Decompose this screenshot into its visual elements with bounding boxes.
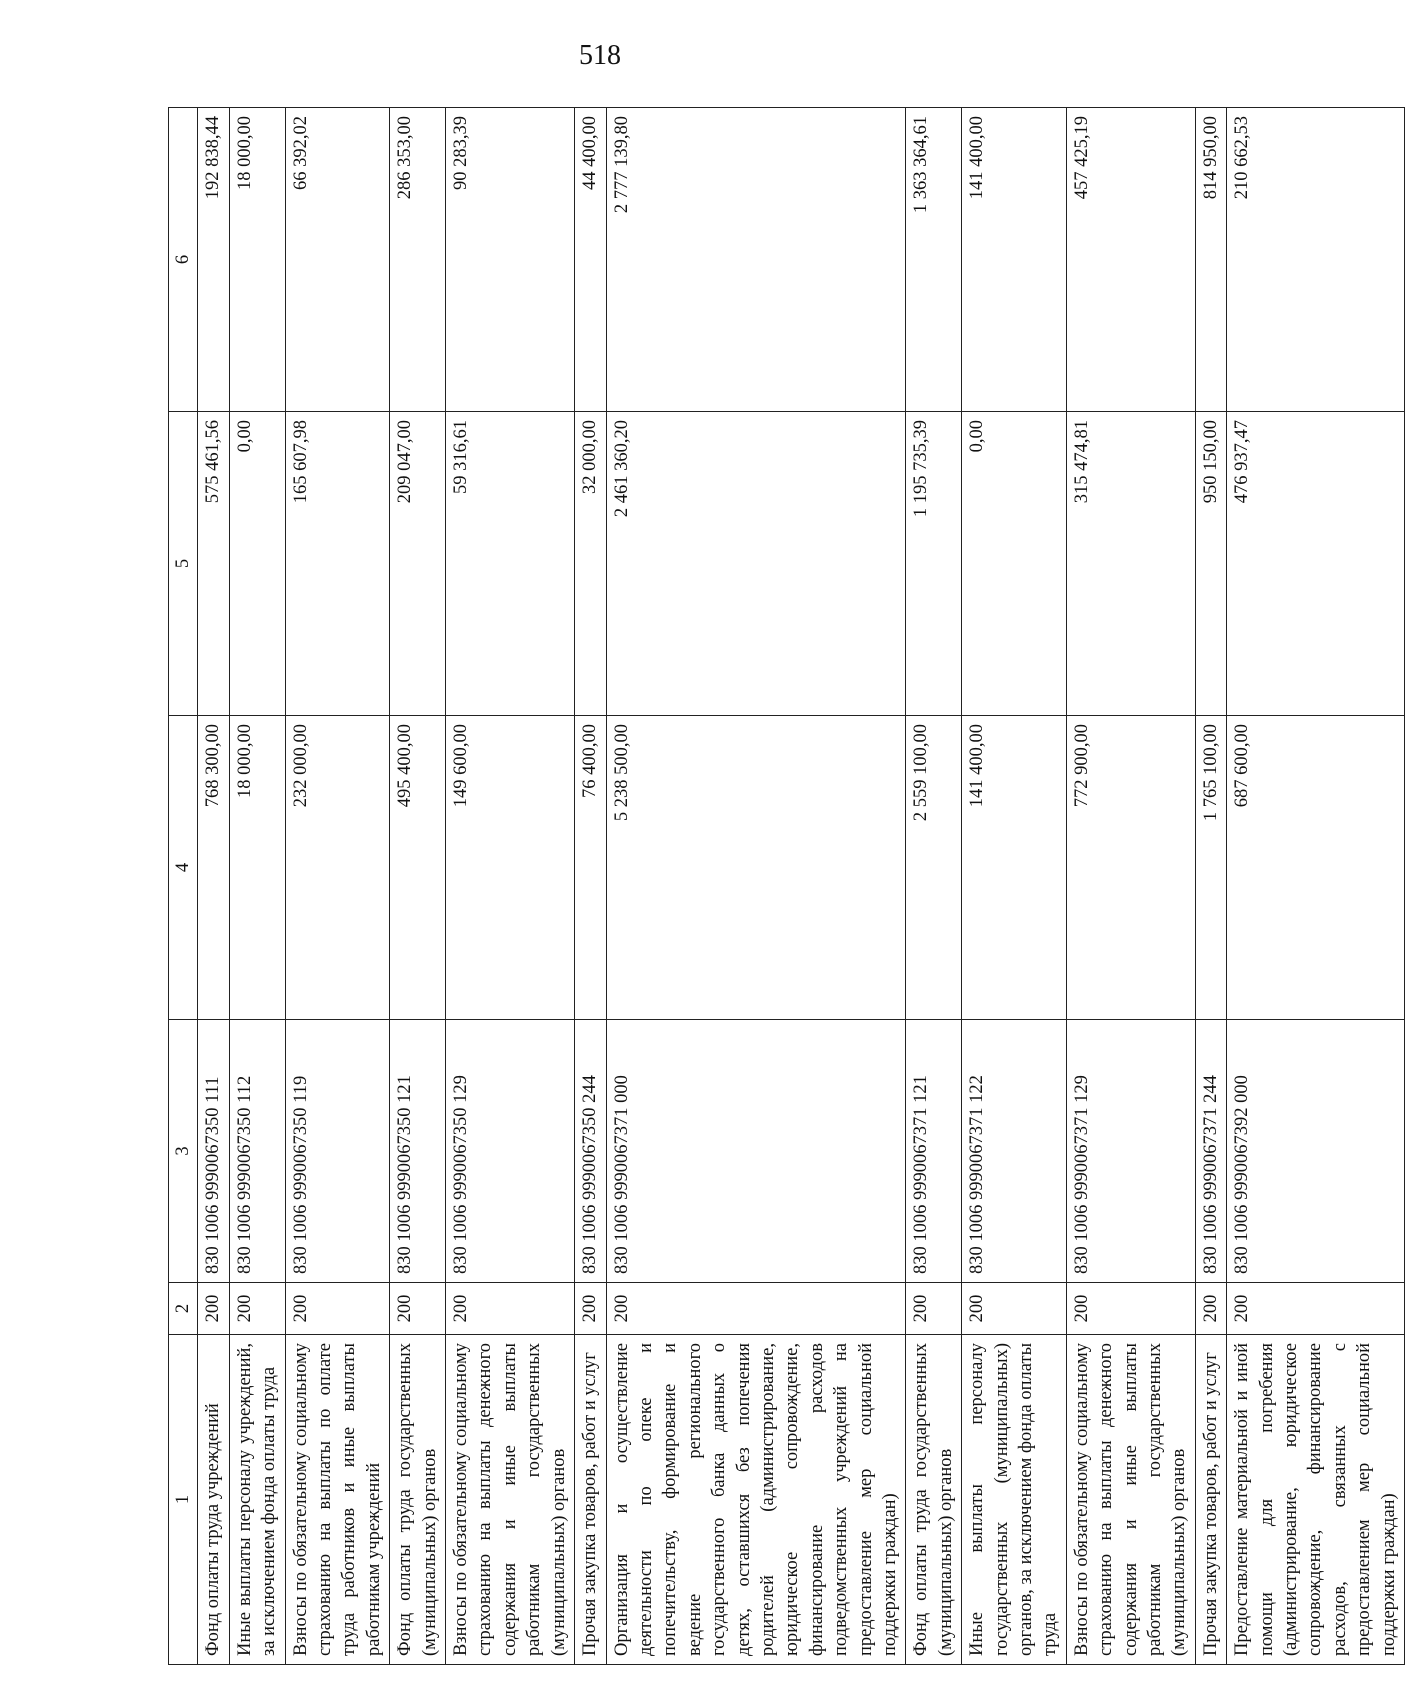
table-row: [390, 108, 446, 1665]
row-code: 830 1006 9990067371 129: [1066, 1020, 1195, 1283]
row-approved: 687 600,00: [1227, 716, 1405, 1020]
row-name: Организация и осуществление деятельности по опеке и попечительству, формирование и ведение регионального государственного банка данных о детях, оставшихся без попечения родителей (администрирование, юридическое сопровождение, финансирование расходов подведомственных учреждений на предоставление мер социальной поддержки граждан): [606, 1335, 906, 1665]
row-approved: 768 300,00: [198, 716, 229, 1020]
row-unexecuted: 457 425,19: [1066, 108, 1195, 412]
row-name: Иные выплаты персоналу учреждений, за исключением фонда оплаты труда: [229, 1335, 285, 1665]
row-code: 830 1006 9990067350 121: [390, 1020, 446, 1283]
row-unexecuted: 192 838,44: [198, 108, 229, 412]
row-indicator: 200: [198, 1283, 229, 1335]
row-unexecuted: 90 283,39: [446, 108, 575, 412]
header-col-2: 2: [169, 1283, 198, 1335]
row-name: Прочая закупка товаров, работ и услуг: [1195, 1335, 1226, 1665]
row-executed: 0,00: [229, 412, 285, 716]
table-row: [1066, 108, 1195, 1665]
row-name: Предоставление материальной и иной помощи для погребения (администрирование, юридическое сопровождение, финансирование расходов, связанных с предоставлением мер социальной поддержки граждан): [1227, 1335, 1405, 1665]
row-name: Фонд оплаты труда государственных (муниципальных) органов: [390, 1335, 446, 1665]
table-row: [906, 108, 962, 1665]
page-number: 518: [579, 40, 621, 71]
row-executed: 315 474,81: [1066, 412, 1195, 716]
row-unexecuted: 18 000,00: [229, 108, 285, 412]
row-approved: 2 559 100,00: [906, 716, 962, 1020]
row-indicator: 200: [446, 1283, 575, 1335]
row-unexecuted: 141 400,00: [962, 108, 1067, 412]
row-name: Прочая закупка товаров, работ и услуг: [575, 1335, 606, 1665]
row-approved: 5 238 500,00: [606, 716, 906, 1020]
row-indicator: 200: [575, 1283, 606, 1335]
table-row: [962, 108, 1067, 1665]
row-code: 830 1006 9990067350 129: [446, 1020, 575, 1283]
row-approved: 1 765 100,00: [1195, 716, 1226, 1020]
row-unexecuted: 814 950,00: [1195, 108, 1226, 412]
row-name: Фонд оплаты труда учреждений: [198, 1335, 229, 1665]
table-row: [198, 108, 229, 1665]
row-indicator: 200: [1195, 1283, 1226, 1335]
rotated-table-area: [168, 108, 1399, 1665]
row-executed: 476 937,47: [1227, 412, 1405, 716]
row-executed: 1 195 735,39: [906, 412, 962, 716]
table-row: [575, 108, 606, 1665]
table-row: [229, 108, 285, 1665]
row-executed: 165 607,98: [285, 412, 390, 716]
row-indicator: 200: [906, 1283, 962, 1335]
row-code: 830 1006 9990067371 121: [906, 1020, 962, 1283]
row-approved: 76 400,00: [575, 716, 606, 1020]
budget-table: [168, 107, 1405, 1665]
row-name: Взносы по обязательному социальному страхованию на выплаты по оплате труда работников и иные выплаты работникам учреждений: [285, 1335, 390, 1665]
row-indicator: 200: [1227, 1283, 1405, 1335]
row-executed: 209 047,00: [390, 412, 446, 716]
rotated-table-container: [168, 108, 1399, 1665]
header-col-5: 5: [169, 412, 198, 716]
header-col-1: 1: [169, 1335, 198, 1665]
row-name: Взносы по обязательному социальному страхованию на выплаты денежного содержания и иные выплаты работникам государственных (муниципальных) органов: [446, 1335, 575, 1665]
row-unexecuted: 66 392,02: [285, 108, 390, 412]
row-name: Фонд оплаты труда государственных (муниципальных) органов: [906, 1335, 962, 1665]
row-executed: 950 150,00: [1195, 412, 1226, 716]
row-approved: 495 400,00: [390, 716, 446, 1020]
table-row: [606, 108, 906, 1665]
row-executed: 2 461 360,20: [606, 412, 906, 716]
row-code: 830 1006 9990067350 119: [285, 1020, 390, 1283]
row-indicator: 200: [229, 1283, 285, 1335]
row-approved: 772 900,00: [1066, 716, 1195, 1020]
row-indicator: 200: [390, 1283, 446, 1335]
row-approved: 18 000,00: [229, 716, 285, 1020]
header-row: [169, 108, 198, 1665]
row-executed: 59 316,61: [446, 412, 575, 716]
row-unexecuted: 286 353,00: [390, 108, 446, 412]
row-code: 830 1006 9990067350 112: [229, 1020, 285, 1283]
header-col-3: 3: [169, 1020, 198, 1283]
row-unexecuted: 210 662,53: [1227, 108, 1405, 412]
row-code: 830 1006 9990067371 244: [1195, 1020, 1226, 1283]
row-indicator: 200: [1066, 1283, 1195, 1335]
row-unexecuted: 44 400,00: [575, 108, 606, 412]
row-code: 830 1006 9990067350 111: [198, 1020, 229, 1283]
row-indicator: 200: [285, 1283, 390, 1335]
row-unexecuted: 1 363 364,61: [906, 108, 962, 412]
row-approved: 232 000,00: [285, 716, 390, 1020]
row-indicator: 200: [606, 1283, 906, 1335]
header-col-4: 4: [169, 716, 198, 1020]
row-executed: 0,00: [962, 412, 1067, 716]
row-code: 830 1006 9990067371 000: [606, 1020, 906, 1283]
table-row: [1195, 108, 1226, 1665]
table-row: [285, 108, 390, 1665]
row-name: Взносы по обязательному социальному страхованию на выплаты денежного содержания и иные выплаты работникам государственных (муниципальных) органов: [1066, 1335, 1195, 1665]
header-col-6: 6: [169, 108, 198, 412]
row-executed: 32 000,00: [575, 412, 606, 716]
table-row: [1227, 108, 1405, 1665]
row-indicator: 200: [962, 1283, 1067, 1335]
row-code: 830 1006 9990067350 244: [575, 1020, 606, 1283]
row-unexecuted: 2 777 139,80: [606, 108, 906, 412]
table-row: [446, 108, 575, 1665]
row-approved: 141 400,00: [962, 716, 1067, 1020]
row-code: 830 1006 9990067371 122: [962, 1020, 1067, 1283]
row-code: 830 1006 9990067392 000: [1227, 1020, 1405, 1283]
row-executed: 575 461,56: [198, 412, 229, 716]
row-approved: 149 600,00: [446, 716, 575, 1020]
row-name: Иные выплаты персоналу государственных (муниципальных) органов, за исключением фонда оплаты труда: [962, 1335, 1067, 1665]
